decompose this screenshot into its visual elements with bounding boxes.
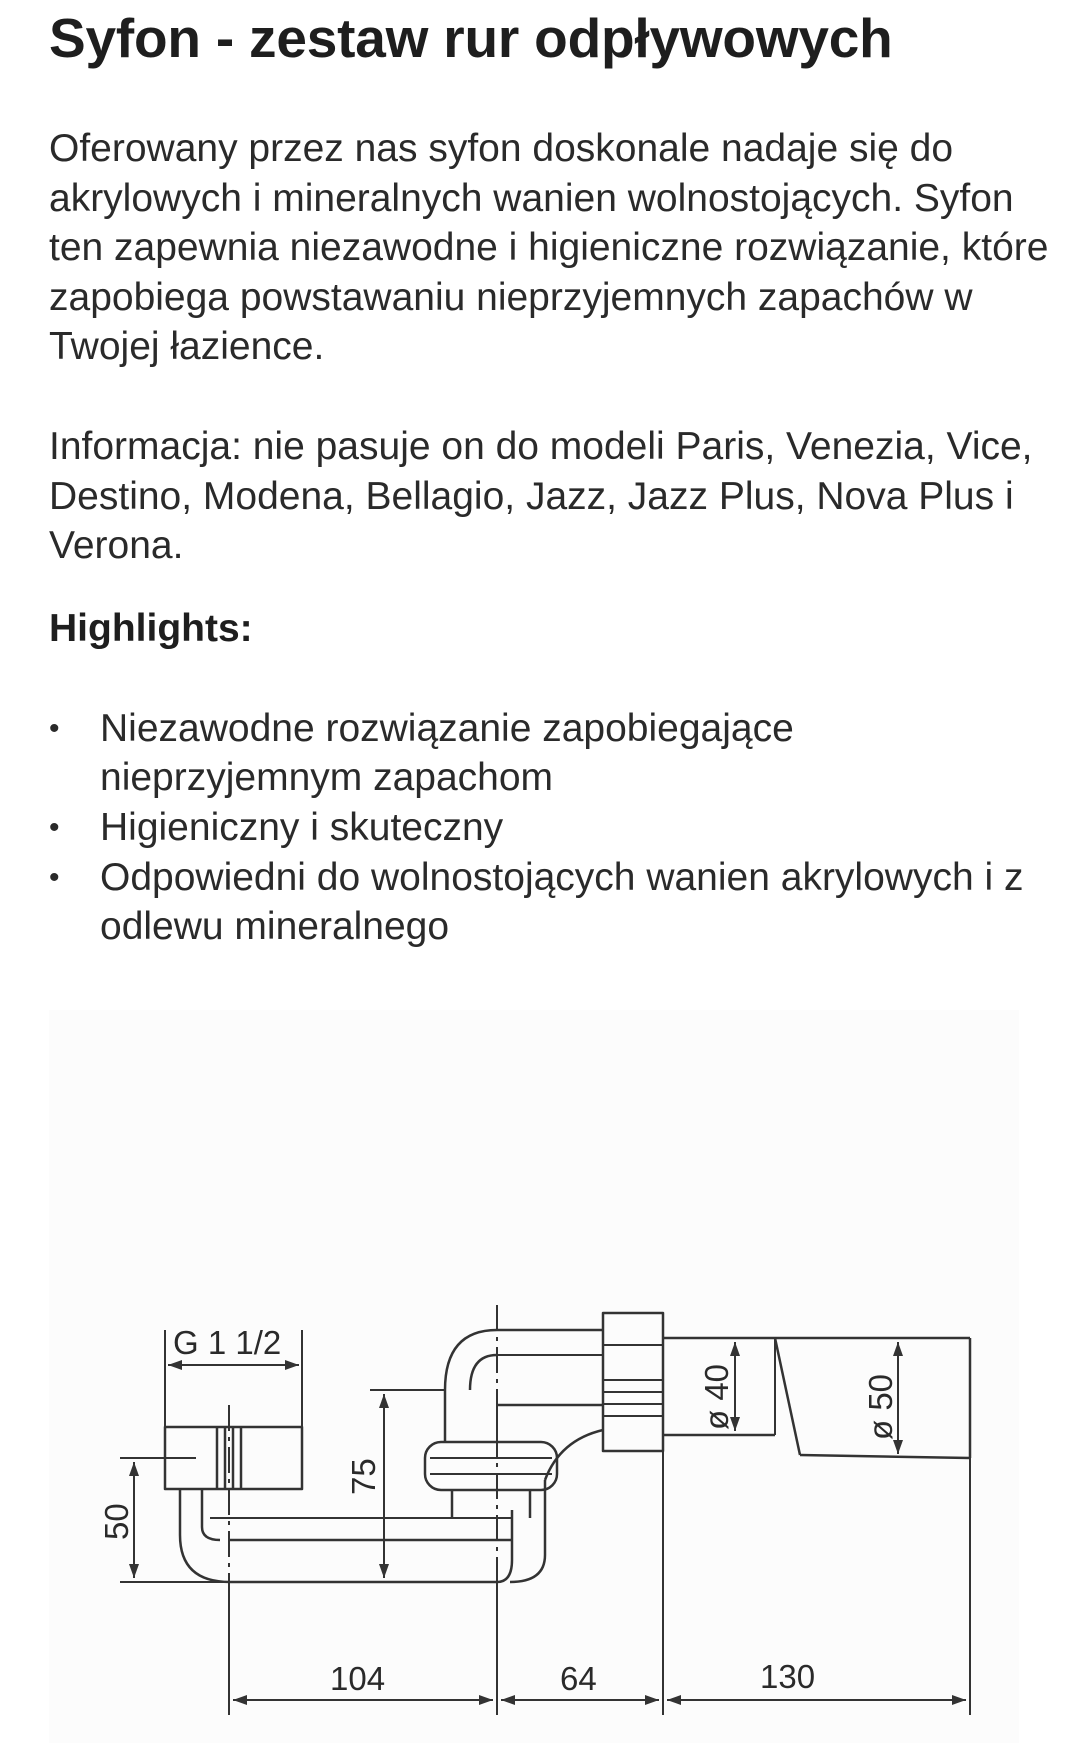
page-title: Syfon - zestaw rur odpływowych [49, 7, 893, 69]
highlight-text: Niezawodne rozwiązanie zapobiegające nieprzyjemnym zapachom [100, 706, 794, 800]
dimension-64-label: 64 [560, 1660, 597, 1697]
list-item [49, 853, 1049, 952]
bullet-icon: • [49, 810, 60, 844]
bullet-icon: • [49, 711, 60, 745]
description-paragraph: Oferowany przez nas syfon doskonale nadaje się do akrylowych i mineralnych wanien wolnostojących. Syfon ten zapewnia niezawodne i higieniczne rozwiązanie, które zapobiega powstawaniu nieprzyjemnych zapachów w Twojej łazience. [49, 127, 1049, 369]
siphon-drawing-svg [49, 1010, 1019, 1743]
siphon-technical-drawing [49, 1010, 1019, 1743]
compatibility-note: Informacja: nie pasuje on do modeli Paris, Venezia, Vice, Destino, Modena, Bellagio, Jazz, Jazz Plus, Nova Plus i Verona. [49, 424, 1033, 568]
highlights-heading: Highlights: [49, 606, 253, 650]
thread-label: G 1 1/2 [173, 1324, 282, 1361]
dimension-50-label: 50 [98, 1503, 135, 1540]
dimension-130-label: 130 [760, 1658, 816, 1695]
highlight-text: Higieniczny i skuteczny [100, 805, 504, 849]
product-description [49, 0, 1049, 952]
bullet-icon: • [49, 860, 60, 894]
dimension-104-label: 104 [330, 1660, 386, 1697]
list-item [49, 704, 1049, 803]
highlight-text: Odpowiedni do wolnostojących wanien akrylowych i z odlewu mineralnego [100, 855, 1024, 949]
dimension-diameter-40-label: ø 40 [698, 1363, 735, 1430]
list-item [49, 803, 1049, 853]
highlights-list [49, 704, 1049, 952]
dimension-diameter-50-label: ø 50 [862, 1373, 899, 1440]
dimension-75-label: 75 [345, 1458, 382, 1495]
